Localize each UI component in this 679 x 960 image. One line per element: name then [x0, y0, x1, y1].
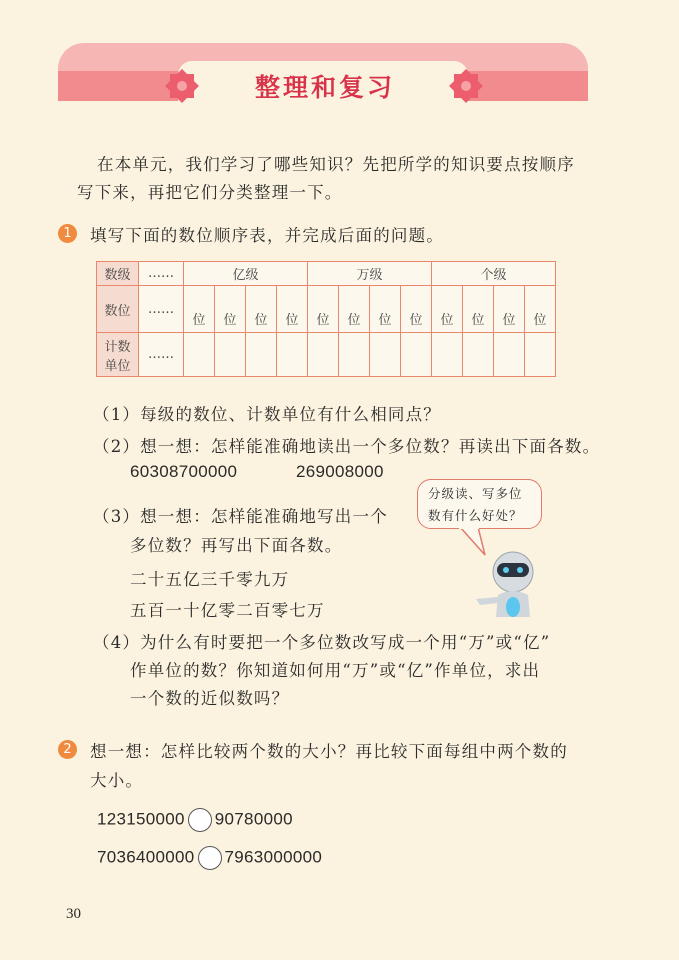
unit-cell[interactable] [246, 333, 277, 377]
place-cell[interactable]: 位 [215, 286, 246, 333]
place-cell[interactable]: 位 [184, 286, 215, 333]
robot-icon [440, 527, 550, 617]
unit-cell[interactable] [184, 333, 215, 377]
ellipsis: …… [139, 286, 184, 333]
speech-bubble: 分级读、写多位 数有什么好处？ [417, 479, 542, 529]
place-cell[interactable]: 位 [432, 286, 463, 333]
place-cell[interactable]: 位 [525, 286, 556, 333]
place-cell[interactable]: 位 [401, 286, 432, 333]
row-label: 数级 [97, 262, 139, 286]
question-text: 填写下面的数位顺序表，并完成后面的问题。 [90, 226, 444, 245]
row-label: 计数 单位 [97, 333, 139, 377]
question-number-badge: 2 [58, 740, 77, 759]
unit-cell[interactable] [370, 333, 401, 377]
place-cell[interactable]: 位 [494, 286, 525, 333]
place-value-table [96, 261, 556, 377]
ellipsis: …… [139, 262, 184, 286]
unit-cell[interactable] [308, 333, 339, 377]
question-number-badge: 1 [58, 224, 77, 243]
question-text: 想一想：怎样比较两个数的大小？再比较下面每组中两个数的 [90, 742, 568, 761]
place-cell[interactable]: 位 [370, 286, 401, 333]
number-to-write: 二十五亿三千零九万 [130, 570, 290, 589]
number-to-read: 269008000 [296, 462, 384, 481]
group-header: 亿级 [184, 262, 308, 286]
compare-pair: 7036400000 7963000000 [97, 846, 322, 870]
compare-circle[interactable] [198, 846, 222, 870]
unit-cell[interactable] [432, 333, 463, 377]
unit-cell[interactable] [494, 333, 525, 377]
ellipsis: …… [139, 333, 184, 377]
sub-question-3: 多位数？再写出下面各数。 [130, 536, 343, 555]
intro-line: 写下来，再把它们分类整理一下。 [77, 183, 343, 202]
group-header: 个级 [432, 262, 556, 286]
number-to-write: 五百一十亿零二百零七万 [130, 601, 325, 620]
place-cell[interactable]: 位 [463, 286, 494, 333]
unit-cell[interactable] [277, 333, 308, 377]
unit-cell[interactable] [525, 333, 556, 377]
group-header: 万级 [308, 262, 432, 286]
sub-question-2: （2）想一想：怎样能准确地读出一个多位数？再读出下面各数。 [93, 437, 601, 456]
intro-line: 在本单元，我们学习了哪些知识？先把所学的知识要点按顺序 [97, 155, 575, 174]
place-cell[interactable]: 位 [308, 286, 339, 333]
sub-question-4: 一个数的近似数吗？ [130, 689, 290, 708]
number-to-read: 60308700000 [130, 462, 238, 481]
unit-cell[interactable] [339, 333, 370, 377]
sub-question-3: （3）想一想：怎样能准确地写出一个 [93, 507, 388, 526]
place-cell[interactable]: 位 [277, 286, 308, 333]
sub-question-1: （1）每级的数位、计数单位有什么相同点？ [93, 405, 441, 424]
unit-cell[interactable] [215, 333, 246, 377]
compare-pair: 123150000 90780000 [97, 808, 293, 832]
unit-cell[interactable] [401, 333, 432, 377]
page-title: 整理和复习 [254, 73, 395, 102]
place-cell[interactable]: 位 [339, 286, 370, 333]
compare-circle[interactable] [188, 808, 212, 832]
unit-cell[interactable] [463, 333, 494, 377]
sub-question-4: （4）为什么有时要把一个多位数改写成一个用“万”或“亿” [93, 633, 551, 652]
row-label: 数位 [97, 286, 139, 333]
sub-question-4: 作单位的数？你知道如何用“万”或“亿”作单位，求出 [130, 661, 541, 680]
question-text: 大小。 [90, 771, 144, 790]
place-cell[interactable]: 位 [246, 286, 277, 333]
page-number: 30 [66, 906, 81, 922]
